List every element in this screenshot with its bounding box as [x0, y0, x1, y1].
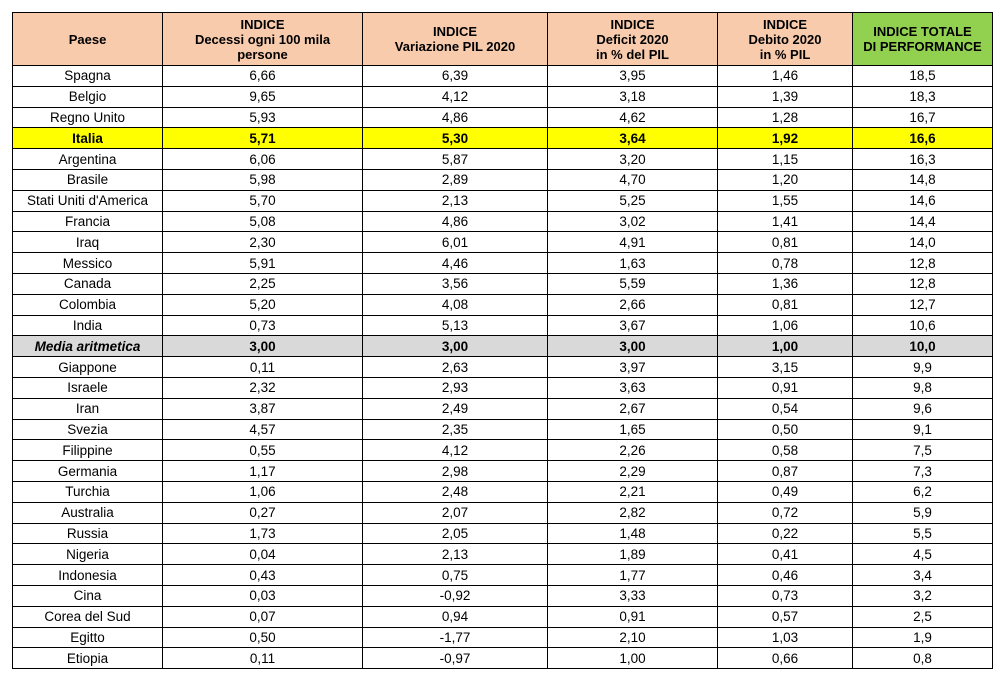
cell-debt-index: 3,15 [718, 357, 853, 378]
table-row-highlighted [13, 128, 993, 149]
table-row [13, 461, 993, 482]
cell-deficit-index: 4,91 [548, 232, 718, 253]
cell-country: India [13, 315, 163, 336]
cell-deficit-index: 2,29 [548, 461, 718, 482]
header-country-label: Paese [68, 31, 107, 47]
cell-deaths-index: 0,55 [163, 440, 363, 461]
cell-deaths-index: 5,70 [163, 190, 363, 211]
table-row [13, 169, 993, 190]
cell-total-index: 3,2 [853, 585, 993, 606]
cell-deaths-index: 0,43 [163, 565, 363, 586]
table-row [13, 606, 993, 627]
cell-debt-index: 0,81 [718, 294, 853, 315]
table-row [13, 357, 993, 378]
header-row [13, 13, 993, 66]
cell-deficit-index: 3,20 [548, 149, 718, 170]
cell-country: Israele [13, 377, 163, 398]
cell-country: Germania [13, 461, 163, 482]
cell-total-index: 18,3 [853, 86, 993, 107]
table-row [13, 398, 993, 419]
cell-country: Etiopia [13, 648, 163, 669]
table-row [13, 232, 993, 253]
cell-total-index: 10,0 [853, 336, 993, 357]
cell-gdp-index: -0,97 [363, 648, 548, 669]
header-total-line2: DI PERFORMANCE [863, 39, 982, 54]
cell-debt-index: 1,20 [718, 169, 853, 190]
cell-deficit-index: 3,67 [548, 315, 718, 336]
cell-deaths-index: 5,93 [163, 107, 363, 128]
cell-deaths-index: 3,87 [163, 398, 363, 419]
cell-deficit-index: 5,59 [548, 273, 718, 294]
cell-deaths-index: 4,57 [163, 419, 363, 440]
header-deaths-line3: persone [237, 46, 288, 62]
cell-country: Canada [13, 273, 163, 294]
cell-gdp-index: 4,86 [363, 107, 548, 128]
cell-deficit-index: 1,77 [548, 565, 718, 586]
cell-gdp-index: 6,01 [363, 232, 548, 253]
cell-deficit-index: 2,66 [548, 294, 718, 315]
cell-total-index: 9,8 [853, 377, 993, 398]
cell-country: Regno Unito [13, 107, 163, 128]
cell-deaths-index: 0,04 [163, 544, 363, 565]
cell-total-index: 14,0 [853, 232, 993, 253]
table-row [13, 523, 993, 544]
table-row [13, 544, 993, 565]
cell-gdp-index: 5,13 [363, 315, 548, 336]
cell-debt-index: 0,54 [718, 398, 853, 419]
header-deaths-line2: Decessi ogni 100 mila [194, 31, 331, 47]
cell-debt-index: 1,06 [718, 315, 853, 336]
cell-country: Iran [13, 398, 163, 419]
table-row [13, 211, 993, 232]
cell-debt-index: 0,72 [718, 502, 853, 523]
cell-gdp-index: 0,94 [363, 606, 548, 627]
cell-debt-index: 1,46 [718, 66, 853, 87]
cell-debt-index: 1,03 [718, 627, 853, 648]
cell-deaths-index: 0,11 [163, 357, 363, 378]
cell-total-index: 9,9 [853, 357, 993, 378]
cell-gdp-index: 4,12 [363, 440, 548, 461]
cell-deaths-index: 5,20 [163, 294, 363, 315]
header-gdp-line2: Variazione PIL 2020 [394, 39, 516, 54]
cell-debt-index: 0,22 [718, 523, 853, 544]
cell-country: Messico [13, 253, 163, 274]
cell-debt-index: 0,46 [718, 565, 853, 586]
cell-deficit-index: 2,67 [548, 398, 718, 419]
cell-total-index: 12,7 [853, 294, 993, 315]
header-country [13, 13, 163, 66]
cell-debt-index: 0,78 [718, 253, 853, 274]
table-row [13, 86, 993, 107]
cell-total-index: 3,4 [853, 565, 993, 586]
table-row [13, 66, 993, 87]
cell-deficit-index: 1,65 [548, 419, 718, 440]
cell-deaths-index: 6,66 [163, 66, 363, 87]
cell-country: Giappone [13, 357, 163, 378]
cell-total-index: 16,3 [853, 149, 993, 170]
cell-deaths-index: 2,25 [163, 273, 363, 294]
cell-gdp-index: 4,08 [363, 294, 548, 315]
cell-country: Corea del Sud [13, 606, 163, 627]
table-row [13, 481, 993, 502]
cell-deficit-index: 2,26 [548, 440, 718, 461]
cell-deaths-index: 1,73 [163, 523, 363, 544]
cell-total-index: 10,6 [853, 315, 993, 336]
cell-debt-index: 0,87 [718, 461, 853, 482]
header-debt-index [718, 13, 853, 66]
cell-total-index: 0,8 [853, 648, 993, 669]
cell-deficit-index: 3,97 [548, 357, 718, 378]
header-deficit-line1: INDICE [610, 16, 655, 32]
cell-gdp-index: 5,87 [363, 149, 548, 170]
header-deficit-line3: in % del PIL [596, 46, 669, 62]
cell-debt-index: 0,73 [718, 585, 853, 606]
cell-deficit-index: 3,64 [548, 128, 718, 149]
cell-gdp-index: 2,48 [363, 481, 548, 502]
cell-deaths-index: 1,06 [163, 481, 363, 502]
cell-deficit-index: 4,70 [548, 169, 718, 190]
cell-debt-index: 0,66 [718, 648, 853, 669]
performance-table-container [12, 12, 993, 669]
cell-gdp-index: 3,56 [363, 273, 548, 294]
cell-country: Colombia [13, 294, 163, 315]
table-row [13, 440, 993, 461]
cell-total-index: 7,3 [853, 461, 993, 482]
cell-country: Iraq [13, 232, 163, 253]
cell-deaths-index: 5,71 [163, 128, 363, 149]
cell-debt-index: 1,28 [718, 107, 853, 128]
header-deaths-line1: INDICE [240, 16, 285, 32]
cell-deaths-index: 2,32 [163, 377, 363, 398]
cell-debt-index: 1,92 [718, 128, 853, 149]
table-row [13, 315, 993, 336]
cell-country: Spagna [13, 66, 163, 87]
cell-total-index: 1,9 [853, 627, 993, 648]
cell-gdp-index: -1,77 [363, 627, 548, 648]
cell-deaths-index: 0,27 [163, 502, 363, 523]
cell-deaths-index: 9,65 [163, 86, 363, 107]
cell-gdp-index: 5,30 [363, 128, 548, 149]
cell-gdp-index: 2,98 [363, 461, 548, 482]
cell-country: Indonesia [13, 565, 163, 586]
header-total-index [853, 13, 993, 66]
cell-deaths-index: 0,73 [163, 315, 363, 336]
table-row [13, 648, 993, 669]
cell-total-index: 16,7 [853, 107, 993, 128]
cell-deficit-index: 1,89 [548, 544, 718, 565]
cell-gdp-index: 2,05 [363, 523, 548, 544]
cell-total-index: 4,5 [853, 544, 993, 565]
cell-debt-index: 1,36 [718, 273, 853, 294]
cell-country: Cina [13, 585, 163, 606]
cell-gdp-index: 2,13 [363, 190, 548, 211]
header-debt-line1: INDICE [762, 16, 808, 32]
cell-total-index: 16,6 [853, 128, 993, 149]
table-row [13, 273, 993, 294]
cell-country: Filippine [13, 440, 163, 461]
cell-debt-index: 0,81 [718, 232, 853, 253]
cell-country: Francia [13, 211, 163, 232]
cell-debt-index: 0,58 [718, 440, 853, 461]
cell-deficit-index: 5,25 [548, 190, 718, 211]
cell-deficit-index: 2,21 [548, 481, 718, 502]
cell-deaths-index: 3,00 [163, 336, 363, 357]
cell-country: Brasile [13, 169, 163, 190]
header-gdp-line1: INDICE [432, 24, 478, 39]
table-row [13, 253, 993, 274]
cell-deficit-index: 3,63 [548, 377, 718, 398]
table-row [13, 107, 993, 128]
cell-deficit-index: 2,10 [548, 627, 718, 648]
cell-debt-index: 1,41 [718, 211, 853, 232]
cell-total-index: 5,5 [853, 523, 993, 544]
cell-total-index: 18,5 [853, 66, 993, 87]
header-debt-line2: Debito 2020 [748, 31, 822, 47]
cell-gdp-index: 2,49 [363, 398, 548, 419]
header-deficit-line2: Deficit 2020 [596, 31, 669, 47]
cell-debt-index: 0,50 [718, 419, 853, 440]
table-row [13, 502, 993, 523]
cell-deficit-index: 3,18 [548, 86, 718, 107]
cell-country: Australia [13, 502, 163, 523]
header-debt-line3: in % PIL [759, 46, 811, 62]
cell-deaths-index: 5,91 [163, 253, 363, 274]
cell-gdp-index: 2,93 [363, 377, 548, 398]
cell-deaths-index: 6,06 [163, 149, 363, 170]
cell-total-index: 7,5 [853, 440, 993, 461]
cell-country: Turchia [13, 481, 163, 502]
cell-deaths-index: 2,30 [163, 232, 363, 253]
table-row [13, 419, 993, 440]
cell-gdp-index: 2,13 [363, 544, 548, 565]
table-row [13, 149, 993, 170]
cell-country: Media aritmetica [13, 336, 163, 357]
cell-total-index: 9,1 [853, 419, 993, 440]
cell-country: Svezia [13, 419, 163, 440]
table-row [13, 585, 993, 606]
cell-country: Russia [13, 523, 163, 544]
table-header [13, 13, 993, 66]
table-row [13, 627, 993, 648]
cell-country: Stati Uniti d'America [13, 190, 163, 211]
cell-total-index: 14,8 [853, 169, 993, 190]
cell-deficit-index: 3,95 [548, 66, 718, 87]
cell-total-index: 12,8 [853, 253, 993, 274]
cell-deficit-index: 1,63 [548, 253, 718, 274]
cell-gdp-index: 2,89 [363, 169, 548, 190]
cell-deficit-index: 1,48 [548, 523, 718, 544]
cell-gdp-index: 2,63 [363, 357, 548, 378]
cell-debt-index: 0,41 [718, 544, 853, 565]
cell-total-index: 9,6 [853, 398, 993, 419]
performance-index-table [12, 12, 993, 669]
cell-country: Egitto [13, 627, 163, 648]
cell-total-index: 12,8 [853, 273, 993, 294]
cell-deaths-index: 0,11 [163, 648, 363, 669]
cell-debt-index: 1,15 [718, 149, 853, 170]
cell-gdp-index: 2,35 [363, 419, 548, 440]
cell-gdp-index: 4,86 [363, 211, 548, 232]
cell-debt-index: 1,00 [718, 336, 853, 357]
cell-deficit-index: 0,91 [548, 606, 718, 627]
cell-debt-index: 1,55 [718, 190, 853, 211]
table-row [13, 294, 993, 315]
cell-debt-index: 1,39 [718, 86, 853, 107]
cell-country: Nigeria [13, 544, 163, 565]
header-deficit-index [548, 13, 718, 66]
cell-gdp-index: 2,07 [363, 502, 548, 523]
table-row [13, 565, 993, 586]
cell-total-index: 14,6 [853, 190, 993, 211]
cell-country: Belgio [13, 86, 163, 107]
cell-deficit-index: 1,00 [548, 648, 718, 669]
table-row-average [13, 336, 993, 357]
cell-debt-index: 0,91 [718, 377, 853, 398]
cell-deficit-index: 3,33 [548, 585, 718, 606]
cell-country: Italia [13, 128, 163, 149]
cell-gdp-index: -0,92 [363, 585, 548, 606]
cell-total-index: 6,2 [853, 481, 993, 502]
cell-total-index: 5,9 [853, 502, 993, 523]
cell-deficit-index: 3,02 [548, 211, 718, 232]
cell-deficit-index: 4,62 [548, 107, 718, 128]
cell-deaths-index: 0,03 [163, 585, 363, 606]
cell-debt-index: 0,57 [718, 606, 853, 627]
header-total-line1: INDICE TOTALE [873, 24, 972, 39]
cell-total-index: 2,5 [853, 606, 993, 627]
cell-deficit-index: 2,82 [548, 502, 718, 523]
cell-debt-index: 0,49 [718, 481, 853, 502]
cell-deficit-index: 3,00 [548, 336, 718, 357]
table-row [13, 190, 993, 211]
cell-gdp-index: 6,39 [363, 66, 548, 87]
cell-gdp-index: 4,46 [363, 253, 548, 274]
cell-gdp-index: 0,75 [363, 565, 548, 586]
cell-gdp-index: 4,12 [363, 86, 548, 107]
cell-country: Argentina [13, 149, 163, 170]
table-body [13, 66, 993, 669]
table-row [13, 377, 993, 398]
cell-deaths-index: 5,08 [163, 211, 363, 232]
cell-deaths-index: 5,98 [163, 169, 363, 190]
cell-gdp-index: 3,00 [363, 336, 548, 357]
header-gdp-index [363, 13, 548, 66]
cell-deaths-index: 1,17 [163, 461, 363, 482]
cell-total-index: 14,4 [853, 211, 993, 232]
cell-deaths-index: 0,50 [163, 627, 363, 648]
cell-deaths-index: 0,07 [163, 606, 363, 627]
header-deaths-index [163, 13, 363, 66]
